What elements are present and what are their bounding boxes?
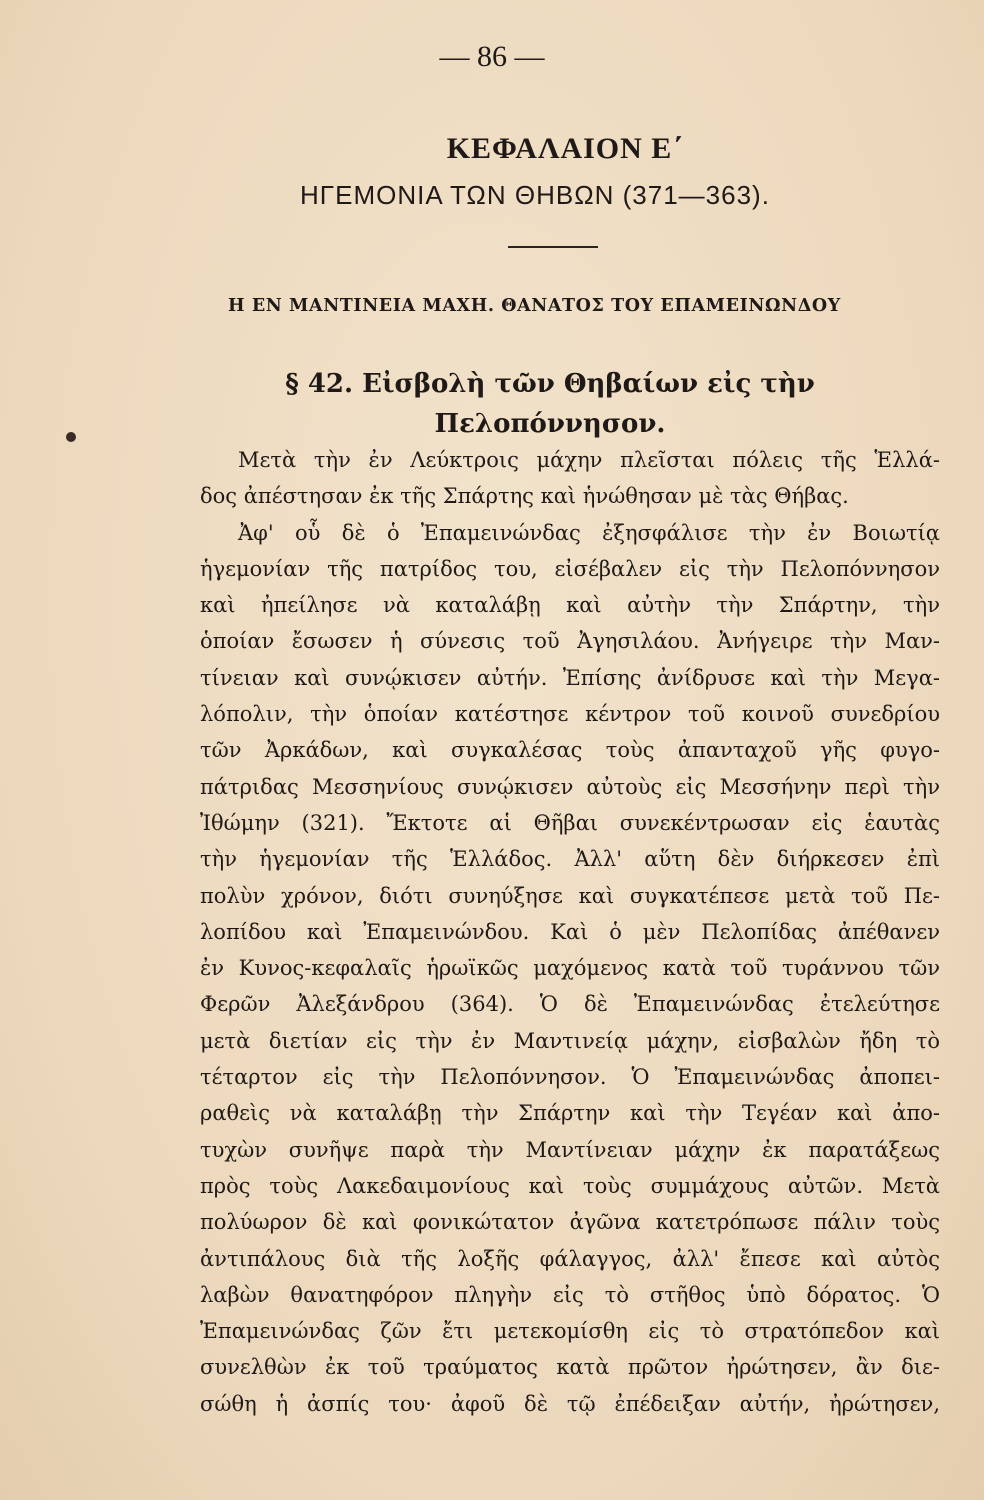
chapter-title: ΚΕΦΑΛΑΙΟΝ Ε΄ [446, 132, 684, 165]
text-line: τυχὼν συνῆψε παρὰ τὴν Μαντίνειαν μάχην ἐκ παρατάξεως [200, 1137, 940, 1162]
text-line: ἀντιπάλους διὰ τῆς λοξῆς φάλαγγος, ἀλλ' ἔπεσε καὶ αὐτὸς [200, 1246, 940, 1271]
text-line: ἐν Κυνος-κεφαλαῖς ἡρωϊκῶς μαχόμενος κατὰ τοῦ τυράννου τῶν [200, 956, 940, 981]
text-line: μετὰ διετίαν εἰς τὴν ἐν Μαντινείᾳ μάχην, εἰσβαλὼν ἤδη τὸ [200, 1028, 940, 1053]
text-line: λοπίδου καὶ Ἐπαμεινώνδου. Καὶ ὁ μὲν Πελοπίδας ἀπέθανεν [200, 919, 940, 944]
body-text [200, 442, 940, 1422]
text-line: λόπολιν, τὴν ὁποίαν κατέστησε κέντρον τοῦ κοινοῦ συνεδρίου [200, 702, 940, 727]
text-line: Φερῶν Ἀλεξάνδρου (364). Ὁ δὲ Ἐπαμεινώνδας ἐτελεύτησε [200, 992, 940, 1017]
text-line: ὁποίαν ἔσωσεν ἡ σύνεσις τοῦ Ἀγησιλάου. Ἀνήγειρε τὴν Μαν- [200, 629, 940, 654]
text-line: πολὺν χρόνον, διότι συνηύξησε καὶ συγκατέπεσε μετὰ τοῦ Πε- [200, 883, 940, 908]
text-line: πολύωρον δὲ καὶ φονικώτατον ἀγῶνα κατετρόπωσε πάλιν τοὺς [200, 1210, 940, 1235]
section-heading-line-1: § 42. Εἰσβολὴ τῶν Θηβαίων εἰς τὴν [285, 369, 815, 399]
text-line: δος ἀπέστησαν ἐκ τῆς Σπάρτης καὶ ἡνώθησαν μὲ τὰς Θήβας. [200, 484, 849, 509]
text-line: Ἰθώμην (321). Ἔκτοτε αἱ Θῆβαι συνεκέντρωσαν εἰς ἑαυτὰς [200, 810, 940, 835]
text-line: σώθη ἡ ἀσπίς του· ἀφοῦ δὲ τῷ ἐπέδειξαν αὐτήν, ἠρώτησεν, [200, 1391, 940, 1416]
text-line: ραθεὶς νὰ καταλάβῃ τὴν Σπάρτην καὶ τὴν Τεγέαν καὶ ἀπο- [200, 1101, 940, 1126]
text-line: ἡγεμονίαν τῆς πατρίδος του, εἰσέβαλεν εἰς τὴν Πελοπόννησον [200, 556, 940, 581]
text-line: Ἐπαμεινώνδας ζῶν ἔτι μετεκομίσθη εἰς τὸ στρατόπεδον καὶ [200, 1319, 940, 1344]
page-number: — 86 — [439, 40, 545, 73]
text-line: καὶ ἠπείλησε νὰ καταλάβῃ καὶ αὐτὴν τὴν Σπάρτην, τὴν [200, 593, 940, 618]
text-line: Μετὰ τὴν ἐν Λεύκτροις μάχην πλεῖσται πόλεις τῆς Ἑλλά- [238, 448, 940, 472]
text-line: Ἀφ' οὗ δὲ ὁ Ἐπαμεινώνδας ἐξησφάλισε τὴν ἐν Βοιωτίᾳ [238, 520, 940, 545]
text-line: τῶν Ἀρκάδων, καὶ συγκαλέσας τοὺς ἀπανταχοῦ γῆς φυγο- [200, 738, 940, 763]
text-line: τίνειαν καὶ συνῴκισεν αὐτήν. Ἐπίσης ἀνίδρυσε καὶ τὴν Μεγα- [200, 665, 940, 690]
section-heading-line-2: Πελοπόννησον. [434, 409, 666, 439]
chapter-topics: Η ΕΝ ΜΑΝΤΙΝΕΙΑ ΜΑΧΗ. ΘΑΝΑΤΟΣ ΤΟΥ ΕΠΑΜΕΙΝΩΝΔΟΥ [228, 296, 841, 316]
text-line: πρὸς τοὺς Λακεδαιμονίους καὶ τοὺς συμμάχους αὐτῶν. Μετὰ [200, 1173, 940, 1198]
text-line: πάτριδας Μεσσηνίους συνῴκισεν αὐτοὺς εἰς Μεσσήνην περὶ τὴν [200, 774, 940, 799]
section-heading [0, 364, 984, 444]
text-line: τὴν ἡγεμονίαν τῆς Ἑλλάδος. Ἀλλ' αὕτη δὲν διήρκεσεν ἐπὶ [200, 847, 940, 872]
text-line: τέταρτον εἰς τὴν Πελοπόννησον. Ὁ Ἐπαμεινώνδας ἀποπει- [200, 1065, 940, 1090]
text-line: συνελθὼν ἐκ τοῦ τραύματος κατὰ πρῶτον ἠρώτησεν, ἂν διε- [200, 1355, 940, 1380]
text-line: λαβὼν θανατηφόρον πληγὴν εἰς τὸ στῆθος ὑπὸ δόρατος. Ὁ [200, 1282, 940, 1307]
chapter-subtitle: ΗΓΕΜΟΝΙΑ ΤΩΝ ΘΗΒΩΝ (371—363). [300, 180, 770, 210]
divider-rule [508, 246, 598, 248]
